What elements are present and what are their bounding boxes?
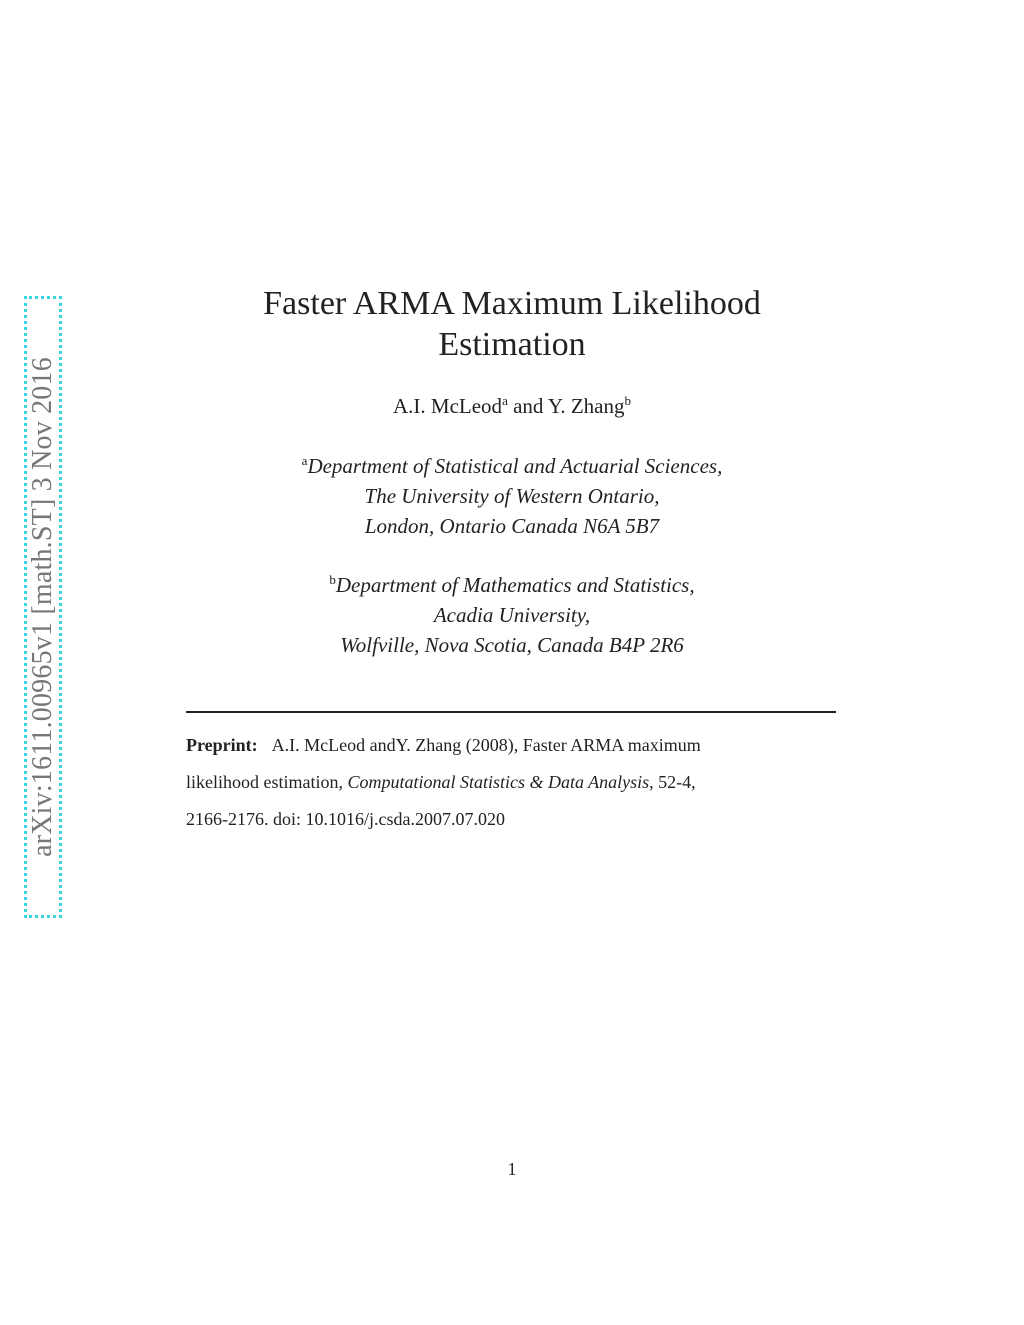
affiliation-b-line-1: [180, 570, 844, 600]
author-zhang-affiliation-marker: b: [624, 393, 631, 408]
paper-title-line-1: Faster ARMA Maximum Likelihood: [263, 285, 761, 322]
affiliation-a: [180, 451, 844, 541]
affiliation-a-marker: a: [301, 453, 308, 468]
affiliation-a-department: Department of Statistical and Actuarial Sciences,: [307, 454, 723, 478]
preprint-line-2: [186, 764, 836, 801]
preprint-label: Preprint:: [186, 735, 258, 755]
preprint-citation-1: A.I. McLeod andY. Zhang (2008), Faster ARMA maximum: [271, 735, 701, 755]
preprint-note: [186, 727, 836, 838]
page-number: 1: [507, 1159, 517, 1179]
affiliation-a-line-1: [180, 451, 844, 481]
preprint-line-3: 2166-2176. doi: 10.1016/j.csda.2007.07.020: [186, 809, 505, 829]
preprint-volume: , 52-4,: [649, 772, 696, 792]
author-zhang: Y. Zhang: [547, 394, 625, 418]
preprint-citation-2: likelihood estimation,: [186, 772, 348, 792]
affiliation-b-marker: b: [329, 572, 336, 587]
preprint-journal-name: Computational Statistics & Data Analysis: [347, 772, 650, 792]
affiliation-a-line-3: London, Ontario Canada N6A 5B7: [364, 514, 660, 538]
preprint-line-1: [186, 727, 836, 764]
affiliation-b-line-3: Wolfville, Nova Scotia, Canada B4P 2R6: [340, 633, 684, 657]
author-list: [180, 392, 844, 420]
author-connector: and: [507, 394, 548, 418]
affiliation-b-department: Department of Mathematics and Statistics,: [335, 573, 695, 597]
affiliation-a-line-2: The University of Western Ontario,: [364, 484, 660, 508]
author-mcleod: A.I. McLeod: [393, 394, 503, 418]
arxiv-identifier: arXiv:1611.00965v1 [math.ST] 3 Nov 2016: [27, 357, 58, 857]
section-divider: [186, 711, 836, 713]
paper-title-line-2: Estimation: [438, 326, 586, 363]
author-mcleod-affiliation-marker: a: [502, 393, 508, 408]
affiliation-b-line-2: Acadia University,: [433, 603, 591, 627]
paper-title: [180, 283, 844, 365]
affiliation-b: [180, 570, 844, 660]
